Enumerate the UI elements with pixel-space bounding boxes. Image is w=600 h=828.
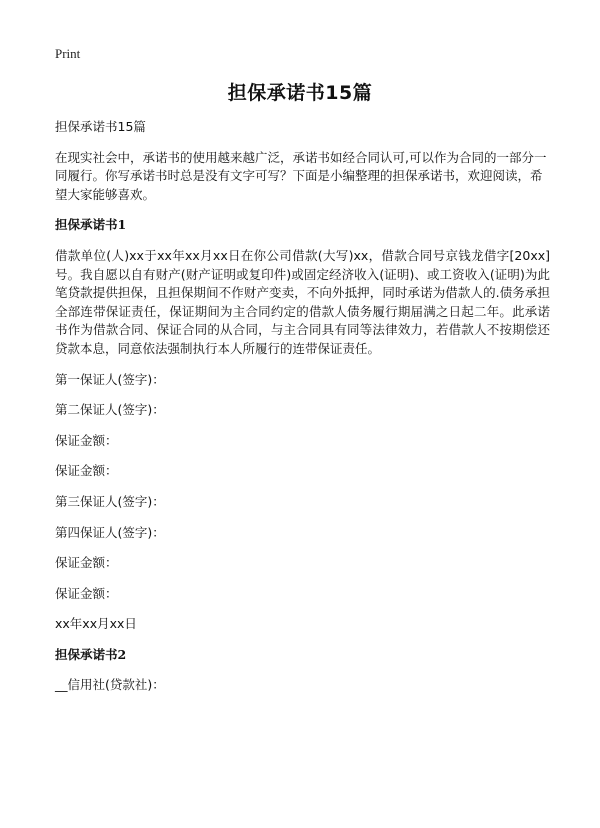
guarantee-amount-line: 保证金额： (55, 432, 118, 448)
intro-paragraph: 在现实社会中，承诺书的使用越来越广泛，承诺书如经合同认可,可以作为合同的一部分一同履行。你写承诺书时总是没有文字可写？下面是小编整理的担保承诺书，欢迎阅读，希望大家能够喜欢。 (55, 149, 547, 202)
date-line: xx年xx月xx日 (55, 616, 137, 632)
document-content (55, 118, 550, 707)
guarantee-amount-line: 保证金额： (55, 463, 118, 479)
guarantee-amount-line: 保证金额： (55, 585, 118, 601)
addressee-line: __信用社(贷款社)： (55, 677, 165, 693)
signature-line-second-guarantor: 第二保证人(签字)： (55, 402, 165, 418)
section-heading-2: 担保承诺书2 (55, 646, 127, 662)
signature-line-third-guarantor: 第三保证人(签字)： (55, 493, 165, 509)
section-heading-1: 担保承诺书1 (55, 217, 127, 233)
page-title: 担保承诺书15篇 (227, 82, 373, 104)
signature-line-fourth-guarantor: 第四保证人(签字)： (55, 524, 165, 540)
subtitle: 担保承诺书15篇 (55, 119, 146, 134)
signature-line-first-guarantor: 第一保证人(签字)： (55, 371, 165, 387)
section-body-1: 借款单位(人)xx于xx年xx月xx日在你公司借款(大写)xx，借款合同号京钱龙借字[20xx]号。我自愿以自有财产(财产证明或复印件)或固定经济收入(证明)、或工资收入(证明)为此笔贷款提供担保，且担保期间不作财产变卖，不向外抵押，同时承诺为借款人的.债务承担全部连带保证责任，保证期间为主合同约定的借款人债务履行期届满之日起二年。此承诺书作为借款合同、保证合同的从合同，与主合同具有同等法律效力，若借款人不按期偿还贷款本息，同意依法强制执行本人所履行的连带保证责任。 (55, 247, 550, 356)
print-link[interactable]: Print (55, 46, 81, 61)
guarantee-amount-line: 保证金额： (55, 555, 118, 571)
